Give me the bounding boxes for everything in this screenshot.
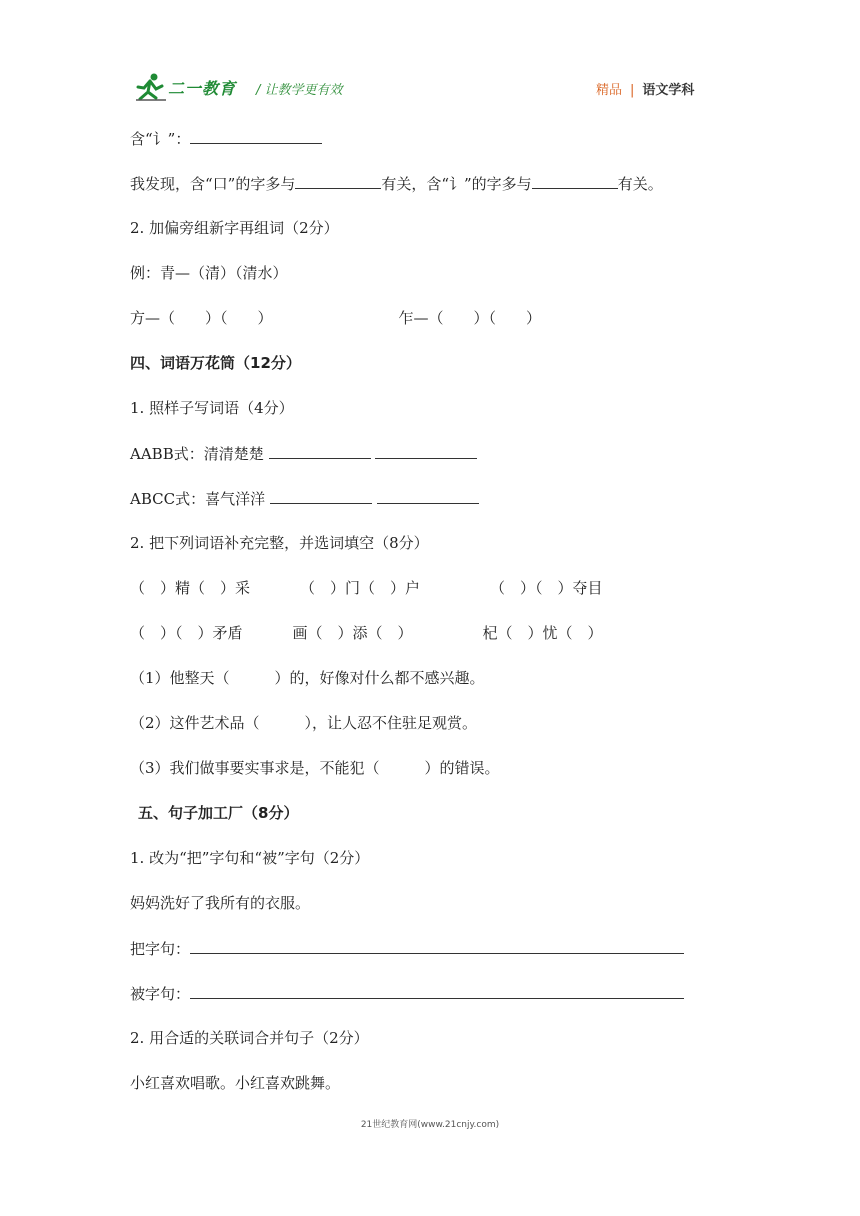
combine-sentence: 小红喜欢唱歌。小红喜欢跳舞。 [130, 1074, 341, 1092]
source-sentence: 妈妈洗好了我所有的衣服。 [130, 894, 311, 912]
line-yan-radical: 含“讠”： [130, 128, 322, 149]
page-header [0, 0, 860, 115]
answer-blank[interactable] [190, 938, 684, 954]
line-abcc: ABCC式：喜气洋洋 [130, 488, 479, 509]
answer-blank[interactable] [190, 983, 684, 999]
answer-blank[interactable] [295, 173, 381, 189]
line-discovery: 我发现，含“口”的字多与 有关，含“讠”的字多与 有关。 [130, 175, 663, 193]
fill-sentence-1: （1）他整天（ ）的，好像对什么都不感兴趣。 [130, 669, 485, 687]
question-5-1-heading: 1. 改为“把”字句和“被”字句（2分） [130, 849, 370, 867]
bei-sentence-line: 被字句： [130, 983, 684, 1004]
question-4-2-heading: 2. 把下列词语补充完整，并选词填空（8分） [130, 534, 429, 552]
answer-blank[interactable] [377, 488, 479, 504]
subject-label: 语文学科 [642, 83, 695, 98]
section-4-title: 四、词语万花筒（12分） [130, 354, 301, 372]
header-slogan: / 让教学更有效 [256, 83, 343, 98]
quality-label: 精品 [596, 83, 623, 98]
idiom-row-1: （ ）精（ ）采 （ ）门（ ）户 （ ）（ ）夺目 [130, 579, 603, 597]
question-2-heading: 2. 加偏旁组新字再组词（2分） [130, 219, 339, 237]
ba-sentence-line: 把字句： [130, 938, 684, 959]
header-right [596, 79, 694, 98]
idiom-row-2: （ ）（ ）矛盾 画（ ）添（ ） 杞（ ）忧（ ） [130, 624, 603, 642]
fill-sentence-2: （2）这件艺术品（ ），让人忍不住驻足观赏。 [130, 714, 478, 732]
answer-blank[interactable] [375, 443, 477, 459]
example-line: 例：青—（清）（清水） [130, 264, 288, 282]
line-radical-fill: 方—（ ）（ ） 乍—（ ）（ ） [130, 309, 542, 327]
question-4-1-heading: 1. 照样子写词语（4分） [130, 399, 294, 417]
answer-blank[interactable] [190, 128, 322, 144]
question-5-2-heading: 2. 用合适的关联词合并句子（2分） [130, 1029, 369, 1047]
fill-sentence-3: （3）我们做事要实事求是，不能犯（ ）的错误。 [130, 759, 500, 777]
section-5-title: 五、句子加工厂（8分） [138, 804, 299, 822]
logo-text: 二一教育 [168, 79, 237, 98]
answer-blank[interactable] [269, 443, 371, 459]
answer-blank[interactable] [270, 488, 372, 504]
answer-blank[interactable] [532, 173, 618, 189]
header-separator: | [630, 83, 635, 98]
page-footer: 21世纪教育网(www.21cnjy.com) [360, 1120, 500, 1130]
line-aabb: AABB式：清清楚楚 [130, 443, 477, 464]
